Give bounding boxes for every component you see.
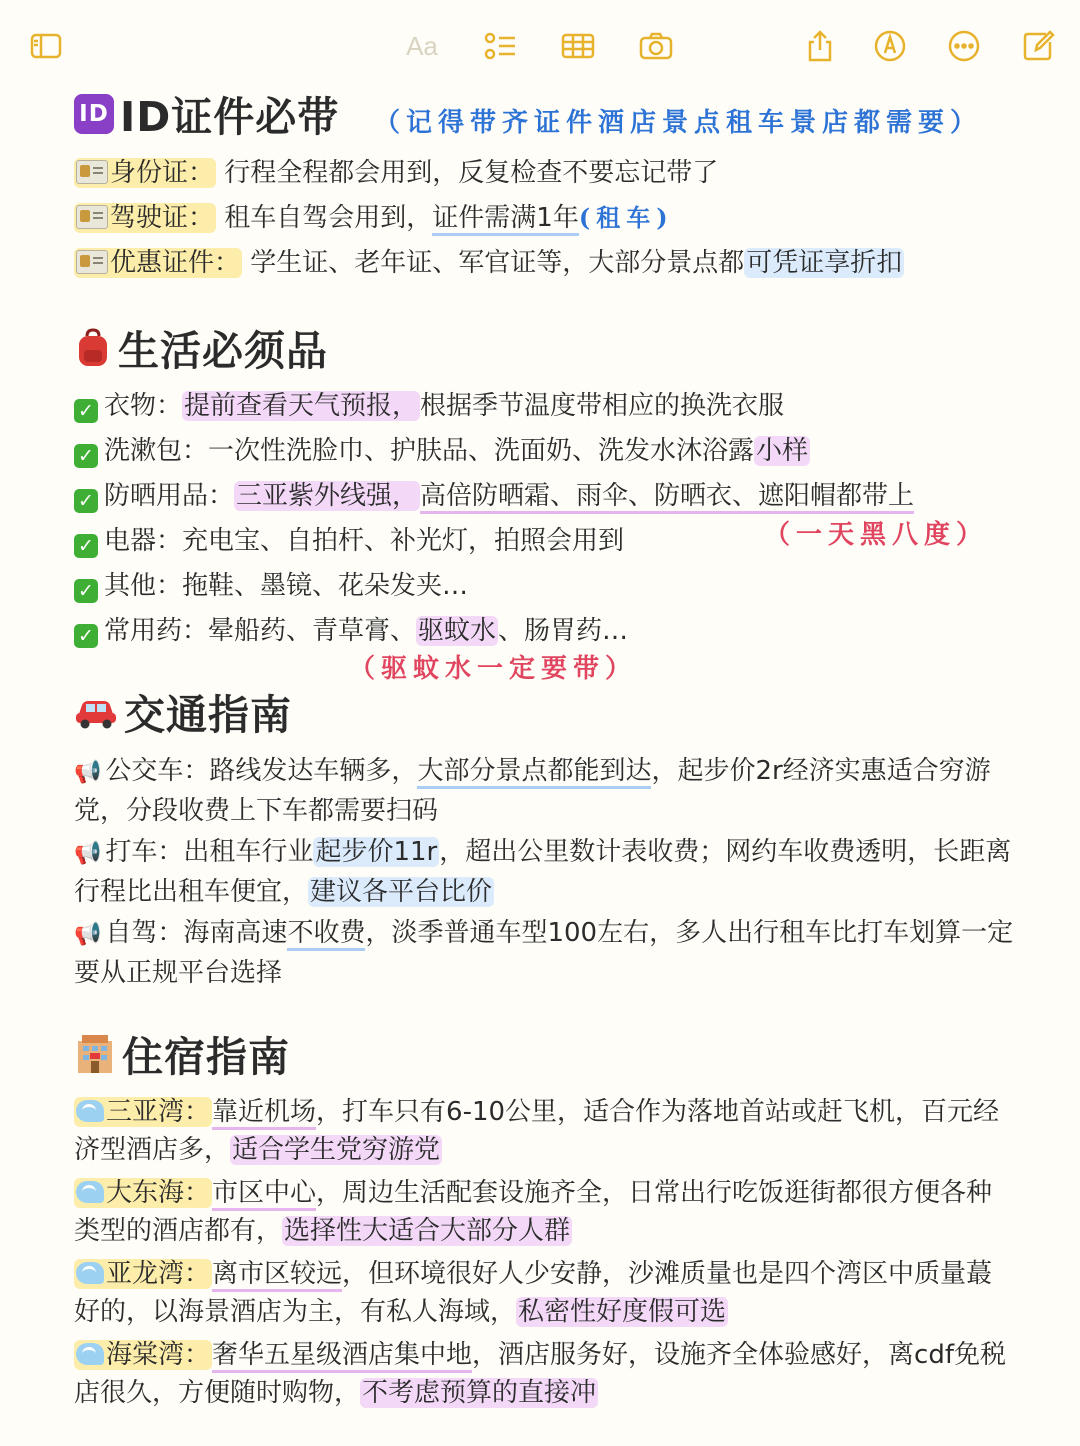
sun-handwritten-note: （一天黑八度） [764, 520, 989, 550]
item-text: ，但环境很好人少安静，沙滩质量也是四个湾区中质量蕞好的，以海景酒店为主，有私人海域， [74, 1259, 993, 1327]
item-underline-text: 高倍防晒霜、雨伞、防晒衣、遮阳帽都带上 [420, 481, 914, 514]
hotel-icon [74, 1033, 116, 1075]
megaphone-icon: 📢 [74, 760, 102, 785]
list-item-taxi [74, 833, 1014, 911]
megaphone-icon: 📢 [74, 922, 102, 947]
item-highlight: 可凭证享折扣 [746, 248, 903, 278]
list-item-id-card [74, 154, 718, 192]
checklist-icon[interactable] [480, 22, 520, 70]
section-title-id-text: ID证件必带 [120, 93, 340, 141]
section-title-traffic [74, 682, 292, 741]
item-label: 洗漱包： [104, 436, 209, 466]
wave-icon [76, 1181, 104, 1203]
text-format-icon[interactable] [402, 22, 442, 70]
table-icon[interactable] [558, 22, 598, 70]
section-title-traffic-text: 交通指南 [124, 691, 292, 739]
item-highlight: 建议各平台比价 [310, 877, 493, 907]
checkmark-icon: ✓ [74, 399, 98, 423]
list-item-electronics [74, 522, 624, 560]
item-underline-text: 靠近机场 [212, 1097, 316, 1130]
item-underline-text: 奢华五星级酒店集中地 [212, 1340, 472, 1373]
item-text: 晕船药、青草膏、 [208, 616, 417, 646]
list-item-others [74, 567, 468, 605]
item-text: 行程全程都会用到，反复检查不要忘记带了 [224, 158, 719, 188]
section-title-life [74, 318, 328, 377]
item-underline-text: 证件需满1年 [432, 203, 579, 236]
item-label: 打车： [105, 837, 184, 867]
id-icon-text: ID [74, 94, 114, 134]
id-card-icon [76, 160, 108, 184]
wave-icon [76, 1262, 104, 1284]
section-title-hotel [74, 1024, 290, 1083]
share-icon[interactable] [800, 22, 840, 70]
item-highlight: 提前查看天气预报， [184, 391, 419, 421]
markup-icon[interactable] [870, 22, 910, 70]
checkmark-icon: ✓ [74, 534, 98, 558]
item-text: ，超出公里数计表收费；网约车收费透明，长距离行程比出租车便宜， [74, 837, 1012, 907]
camera-icon[interactable] [636, 22, 676, 70]
item-highlight: 适合学生党穷游党 [232, 1135, 441, 1165]
item-label: 电器： [104, 526, 183, 556]
section-title-hotel-text: 住宿指南 [122, 1033, 290, 1081]
item-label: 身份证： [110, 158, 215, 188]
id-handwritten-note: （记得带齐证件酒店景点租车景店都需要） [374, 108, 983, 138]
checkmark-icon: ✓ [74, 624, 98, 648]
list-item-sanya-bay [74, 1093, 1014, 1169]
item-label: 防晒用品： [104, 481, 235, 511]
item-text: 海南高速 [183, 918, 288, 948]
item-label: 海棠湾： [106, 1340, 211, 1370]
item-label: 驾驶证： [110, 203, 215, 233]
item-underline-text: 离市区较远 [212, 1259, 342, 1292]
item-label: 优惠证件： [110, 248, 241, 278]
item-text: 路线发达车辆多， [209, 756, 418, 786]
car-icon [74, 695, 118, 729]
item-text: ，起步价2r经济实惠适合穷游党，分段收费上下车都需要扫码 [74, 756, 991, 826]
list-item-toiletries [74, 432, 810, 470]
list-item-yalong-bay [74, 1255, 1014, 1331]
item-label: 亚龙湾： [106, 1259, 211, 1289]
item-text: ，淡季普通车型100左右，多人出行租车比打车划算一定要从正规平台选择 [74, 918, 1014, 988]
megaphone-icon: 📢 [74, 841, 102, 866]
list-item-medicine [74, 612, 628, 650]
item-text: 出租车行业 [183, 837, 314, 867]
wave-icon [76, 1343, 104, 1365]
checkmark-icon: ✓ [74, 444, 98, 468]
item-underline-text: 市区中心 [212, 1178, 316, 1211]
item-highlight: 私密性好度假可选 [518, 1297, 727, 1327]
rental-note: (租车) [578, 203, 674, 232]
medicine-handwritten-note: （驱蚊水一定要带） [349, 654, 638, 684]
item-text: ，周边生活配套设施齐全，日常出行吃饭逛街都很方便各种类型的酒店都有， [74, 1178, 993, 1246]
item-label: 大东海： [106, 1178, 211, 1208]
notes-toolbar [0, 22, 1080, 74]
item-highlight: 不考虑预算的直接冲 [362, 1378, 597, 1408]
list-item-bus [74, 752, 1014, 830]
item-highlight: 选择性大适合大部分人群 [284, 1216, 571, 1246]
item-text: 拖鞋、墨镜、花朵发夹… [182, 571, 469, 601]
item-text: 租车自驾会用到， [224, 203, 433, 233]
item-text: 一次性洗脸巾、护肤品、洗面奶、洗发水沐浴露 [208, 436, 755, 466]
item-text: ，打车只有6-10公里，适合作为落地首站或赶飞机，百元经济型酒店多， [74, 1097, 1000, 1165]
id-card-icon [76, 250, 108, 274]
item-highlight: 三亚紫外线强， [236, 481, 419, 511]
wave-icon [76, 1100, 104, 1122]
checkmark-icon: ✓ [74, 579, 98, 603]
item-highlight: 驱蚊水 [418, 616, 497, 646]
section-title-life-text: 生活必须品 [118, 327, 328, 375]
item-underline-text: 大部分景点都能到达 [417, 756, 651, 789]
list-item-discount-cert [74, 244, 904, 282]
list-item-clothes [74, 387, 784, 425]
item-label: 其他： [104, 571, 183, 601]
text-format-label: Aa [406, 30, 438, 61]
item-text: 充电宝、自拍杆、补光灯，拍照会用到 [182, 526, 625, 556]
item-highlight: 小样 [756, 436, 809, 466]
id-icon [74, 94, 114, 134]
compose-icon[interactable] [1018, 22, 1058, 70]
item-label: 公交车： [105, 756, 210, 786]
list-item-dadonghai [74, 1174, 1014, 1250]
id-card-icon [76, 205, 108, 229]
list-item-driver-license [74, 199, 674, 237]
item-text: 根据季节温度带相应的换洗衣服 [420, 391, 785, 421]
item-label: 衣物： [104, 391, 183, 421]
item-highlight: 起步价11r [315, 837, 438, 867]
item-label: 自驾： [105, 918, 184, 948]
checkmark-icon: ✓ [74, 489, 98, 513]
section-title-id [74, 84, 339, 143]
more-icon[interactable] [944, 22, 984, 70]
backpack-icon [74, 328, 112, 368]
item-text: ，酒店服务好，设施齐全体验感好，离cdf免税店很久，方便随时购物， [74, 1340, 1006, 1408]
item-label: 常用药： [104, 616, 209, 646]
item-text: 学生证、老年证、军官证等，大部分景点都 [250, 248, 745, 278]
item-label: 三亚湾： [106, 1097, 211, 1127]
item-text: 、肠胃药… [498, 616, 629, 646]
sidebar-icon[interactable] [26, 22, 66, 70]
list-item-sunscreen [74, 477, 914, 515]
list-item-haitang-bay [74, 1336, 1014, 1412]
item-underline-text: 不收费 [287, 918, 365, 951]
list-item-self-drive [74, 914, 1014, 992]
